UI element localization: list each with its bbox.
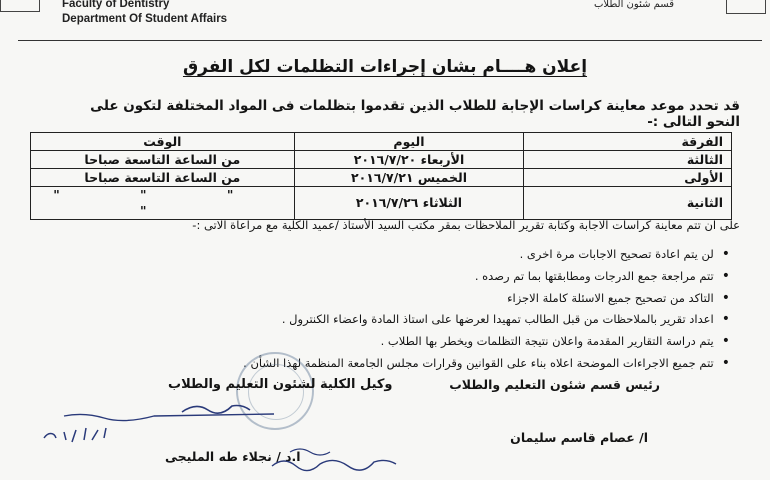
department-name: Department Of Student Affairs (62, 13, 228, 25)
list-item: • لن يتم اعادة تصحيح الاجابات مرة اخرى . (170, 244, 730, 266)
table-header-row (31, 133, 732, 151)
list-item: • اعداد تقرير بالملاحظات من قبل الطالب تمهيدا لعرضها على استاذ المادة واعضاء الكنترول . (170, 309, 730, 331)
cell-day: الخميس ٢٠١٦/٧/٢١ (294, 169, 524, 187)
vice-dean-name: ا.د / نجلاء طه المليجى (165, 449, 301, 464)
university-logo-left (0, 0, 40, 12)
announcement-title: إعلان هــــام بشان إجراءات التظلمات لكل الفرق (182, 57, 588, 77)
header-divider (18, 40, 762, 41)
list-item: • يتم دراسة التقارير المقدمة واعلان نتيجة التظلمات ويخطر بها الطلاب . (170, 331, 730, 353)
list-item: • تتم جميع الاجراءات الموضحة اعلاه بناء على القوانين وقرارات مجلس الجامعة المنظمة لهذا الشأن . (170, 353, 730, 375)
header-english (62, 0, 227, 27)
list-item: • تتم مراجعة جمع الدرجات ومطابقتها بما تم رصده . (170, 266, 730, 288)
cell-time: من الساعة التاسعة صباحا (31, 169, 295, 187)
faculty-name: Faculty of Dentistry (62, 0, 170, 10)
handwritten-underline (64, 414, 274, 421)
cell-day: الأربعاء ٢٠١٦/٧/٢٠ (294, 151, 524, 169)
list-item: • التاكد من تصحيح جميع الاسئلة كاملة الاجزاء (170, 288, 730, 310)
inspection-note: على ان تتم معاينة كراسات الاجابة وكتابة تقرير الملاحظات بمقر مكتب السيد الأستاذ /عميد الكلية مع مراعاة الاتى :- (192, 218, 740, 232)
table-row (31, 187, 732, 220)
department-head-title: رئيس قسم شئون التعليم والطلاب (449, 377, 660, 392)
handwritten-date (44, 428, 106, 442)
column-header-time: الوقت (31, 133, 295, 151)
header-arabic (594, 0, 674, 12)
cell-day: الثلاثاء ٢٠١٦/٧/٢٦ (294, 187, 524, 220)
department-name-arabic: قسم شئون الطلاب (593, 0, 674, 10)
vice-dean-title: وكيل الكلية لشئون التعليم والطلاب (168, 377, 393, 392)
announcement-intro: قد تحدد موعد معاينة كراسات الإجابة للطلاب الذين تقدموا بتظلمات فى المواد المختلفة لتكون على النحو التالى :- (90, 98, 740, 130)
cell-year: الأولى (524, 169, 732, 187)
university-logo-right (726, 0, 766, 14)
cell-time: من الساعة التاسعة صباحا (31, 151, 295, 169)
department-head-name: ا/ عصام قاسم سليمان (510, 430, 648, 445)
cell-year: الثانية (524, 187, 732, 220)
table-row (31, 151, 732, 169)
cell-time: " " " " (31, 187, 295, 220)
schedule-table (30, 132, 732, 220)
column-header-day: اليوم (294, 133, 524, 151)
cell-year: الثالثة (524, 151, 732, 169)
rules-list (170, 244, 730, 375)
table-row (31, 169, 732, 187)
column-header-year: الفرقة (524, 133, 732, 151)
